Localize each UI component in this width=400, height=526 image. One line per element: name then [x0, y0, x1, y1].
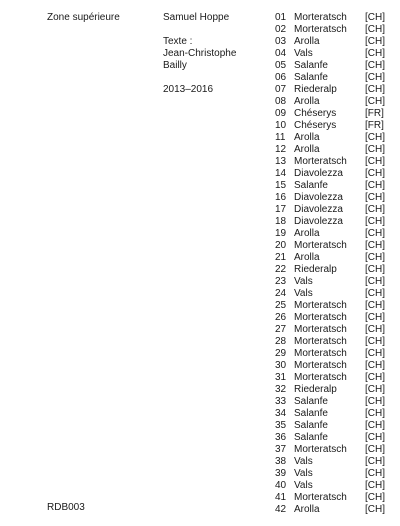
list-item [275, 84, 390, 96]
plate-location: Salanfe [294, 408, 328, 419]
plate-number: 36 [275, 432, 287, 443]
plate-location: Vals [294, 480, 313, 491]
plate-number: 18 [275, 216, 287, 227]
list-item [275, 300, 390, 312]
plate-country-code: [CH] [365, 300, 385, 311]
plate-number: 17 [275, 204, 287, 215]
plate-location: Diavolezza [294, 192, 343, 203]
list-item [275, 360, 390, 372]
plate-country-code: [CH] [365, 60, 385, 71]
plate-location: Morteratsch [294, 444, 347, 455]
plate-location: Morteratsch [294, 240, 347, 251]
plate-location: Morteratsch [294, 324, 347, 335]
plate-country-code: [CH] [365, 492, 385, 503]
list-item [275, 216, 390, 228]
plate-number: 20 [275, 240, 287, 251]
plate-number: 42 [275, 504, 287, 515]
plate-number: 03 [275, 36, 287, 47]
plate-location: Morteratsch [294, 12, 347, 23]
list-item [275, 504, 390, 516]
plate-country-code: [CH] [365, 168, 385, 179]
plate-country-code: [CH] [365, 432, 385, 443]
plate-location: Arolla [294, 228, 320, 239]
plate-country-code: [CH] [365, 348, 385, 359]
plate-location: Diavolezza [294, 204, 343, 215]
plate-number: 06 [275, 72, 287, 83]
plate-number: 09 [275, 108, 287, 119]
list-item [275, 144, 390, 156]
plate-number: 23 [275, 276, 287, 287]
plate-number: 07 [275, 84, 287, 95]
list-item [275, 24, 390, 36]
plate-location: Salanfe [294, 180, 328, 191]
plate-list [275, 12, 390, 516]
list-item [275, 204, 390, 216]
plate-number: 15 [275, 180, 287, 191]
plate-country-code: [CH] [365, 312, 385, 323]
plate-location: Morteratsch [294, 300, 347, 311]
list-item [275, 372, 390, 384]
list-item [275, 348, 390, 360]
plate-location: Vals [294, 288, 313, 299]
plate-number: 22 [275, 264, 287, 275]
plate-number: 10 [275, 120, 287, 131]
plate-number: 25 [275, 300, 287, 311]
plate-country-code: [CH] [365, 252, 385, 263]
catalog-code: RDB003 [47, 502, 85, 513]
plate-location: Riederalp [294, 384, 337, 395]
plate-number: 05 [275, 60, 287, 71]
plate-location: Arolla [294, 96, 320, 107]
plate-number: 34 [275, 408, 287, 419]
plate-country-code: [CH] [365, 384, 385, 395]
plate-country-code: [CH] [365, 480, 385, 491]
plate-location: Salanfe [294, 420, 328, 431]
years-range: 2013–2016 [163, 84, 214, 95]
list-item [275, 420, 390, 432]
plate-number: 08 [275, 96, 287, 107]
list-item [275, 108, 390, 120]
list-item [275, 312, 390, 324]
plate-number: 33 [275, 396, 287, 407]
list-item [275, 324, 390, 336]
plate-location: Diavolezza [294, 168, 343, 179]
plate-location: Salanfe [294, 396, 328, 407]
plate-country-code: [CH] [365, 144, 385, 155]
plate-country-code: [CH] [365, 456, 385, 467]
plate-country-code: [FR] [365, 108, 384, 119]
plate-country-code: [CH] [365, 228, 385, 239]
plate-country-code: [FR] [365, 120, 384, 131]
plate-country-code: [CH] [365, 12, 385, 23]
book-title: Zone supérieure [47, 12, 120, 23]
plate-number: 11 [275, 132, 286, 143]
list-item [275, 132, 390, 144]
list-item [275, 168, 390, 180]
plate-location: Arolla [294, 132, 320, 143]
text-credit-label: Texte : [163, 36, 193, 47]
plate-country-code: [CH] [365, 84, 385, 95]
plate-country-code: [CH] [365, 504, 385, 515]
list-item [275, 120, 390, 132]
plate-number: 14 [275, 168, 287, 179]
plate-location: Vals [294, 48, 313, 59]
plate-country-code: [CH] [365, 288, 385, 299]
plate-country-code: [CH] [365, 336, 385, 347]
plate-number: 30 [275, 360, 287, 371]
plate-country-code: [CH] [365, 276, 385, 287]
plate-country-code: [CH] [365, 216, 385, 227]
plate-location: Riederalp [294, 84, 337, 95]
plate-number: 13 [275, 156, 287, 167]
plate-country-code: [CH] [365, 360, 385, 371]
plate-country-code: [CH] [365, 396, 385, 407]
plate-location: Morteratsch [294, 156, 347, 167]
plate-location: Vals [294, 468, 313, 479]
plate-number: 40 [275, 480, 287, 491]
plate-number: 21 [275, 252, 287, 263]
plate-number: 27 [275, 324, 287, 335]
list-item [275, 276, 390, 288]
plate-country-code: [CH] [365, 444, 385, 455]
plate-country-code: [CH] [365, 48, 385, 59]
plate-number: 37 [275, 444, 287, 455]
plate-country-code: [CH] [365, 156, 385, 167]
plate-country-code: [CH] [365, 420, 385, 431]
list-item [275, 12, 390, 24]
plate-location: Salanfe [294, 60, 328, 71]
plate-country-code: [CH] [365, 132, 385, 143]
list-item [275, 492, 390, 504]
plate-number: 26 [275, 312, 287, 323]
plate-number: 38 [275, 456, 287, 467]
plate-country-code: [CH] [365, 192, 385, 203]
list-item [275, 468, 390, 480]
plate-location: Morteratsch [294, 348, 347, 359]
list-item [275, 480, 390, 492]
list-item [275, 432, 390, 444]
plate-location: Vals [294, 456, 313, 467]
plate-country-code: [CH] [365, 372, 385, 383]
plate-location: Morteratsch [294, 372, 347, 383]
list-item [275, 96, 390, 108]
plate-location: Arolla [294, 504, 320, 515]
list-item [275, 264, 390, 276]
plate-location: Arolla [294, 252, 320, 263]
plate-location: Morteratsch [294, 492, 347, 503]
plate-country-code: [CH] [365, 240, 385, 251]
list-item [275, 444, 390, 456]
plate-country-code: [CH] [365, 24, 385, 35]
list-item [275, 252, 390, 264]
list-item [275, 288, 390, 300]
plate-location: Chéserys [294, 108, 337, 119]
list-item [275, 384, 390, 396]
plate-number: 32 [275, 384, 287, 395]
plate-location: Vals [294, 276, 313, 287]
plate-number: 31 [275, 372, 287, 383]
plate-number: 39 [275, 468, 287, 479]
plate-country-code: [CH] [365, 180, 385, 191]
plate-location: Diavolezza [294, 216, 343, 227]
list-item [275, 60, 390, 72]
list-item [275, 408, 390, 420]
plate-number: 02 [275, 24, 287, 35]
list-item [275, 396, 390, 408]
plate-location: Salanfe [294, 432, 328, 443]
plate-location: Chéserys [294, 120, 337, 131]
list-item [275, 156, 390, 168]
plate-country-code: [CH] [365, 36, 385, 47]
plate-country-code: [CH] [365, 72, 385, 83]
list-item [275, 48, 390, 60]
plate-location: Riederalp [294, 264, 337, 275]
author-name: Samuel Hoppe [163, 12, 230, 23]
plate-location: Morteratsch [294, 312, 347, 323]
plate-number: 35 [275, 420, 287, 431]
plate-country-code: [CH] [365, 204, 385, 215]
plate-location: Morteratsch [294, 360, 347, 371]
plate-number: 41 [275, 492, 287, 503]
plate-location: Morteratsch [294, 336, 347, 347]
list-item [275, 72, 390, 84]
plate-number: 04 [275, 48, 287, 59]
plate-country-code: [CH] [365, 408, 385, 419]
plate-country-code: [CH] [365, 264, 385, 275]
plate-location: Salanfe [294, 72, 328, 83]
plate-number: 28 [275, 336, 287, 347]
plate-country-code: [CH] [365, 96, 385, 107]
list-item [275, 192, 390, 204]
plate-number: 16 [275, 192, 287, 203]
plate-number: 01 [275, 12, 287, 23]
list-item [275, 240, 390, 252]
plate-country-code: [CH] [365, 324, 385, 335]
list-item [275, 228, 390, 240]
list-item [275, 456, 390, 468]
list-item [275, 336, 390, 348]
plate-country-code: [CH] [365, 468, 385, 479]
list-item [275, 36, 390, 48]
plate-location: Arolla [294, 144, 320, 155]
plate-number: 24 [275, 288, 287, 299]
plate-number: 29 [275, 348, 287, 359]
plate-number: 12 [275, 144, 287, 155]
text-author-second-line: Bailly [163, 60, 187, 71]
text-author-first-line: Jean-Christophe [163, 48, 237, 59]
list-item [275, 180, 390, 192]
plate-number: 19 [275, 228, 287, 239]
plate-location: Arolla [294, 36, 320, 47]
plate-location: Morteratsch [294, 24, 347, 35]
